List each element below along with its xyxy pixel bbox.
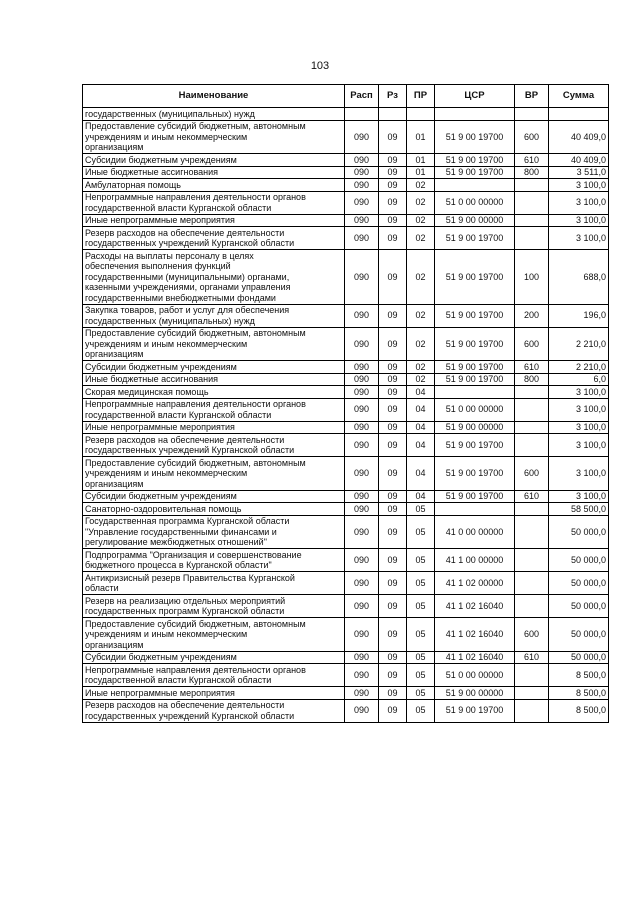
cell-sum: 3 100,0: [549, 179, 609, 192]
table-row: [83, 386, 609, 399]
cell-sum: 3 100,0: [549, 421, 609, 434]
cell-csr: 41 1 00 00000: [435, 549, 515, 572]
cell-rasp: 090: [345, 699, 379, 722]
table-row: [83, 664, 609, 687]
cell-pr: 04: [407, 386, 435, 399]
cell-csr: 51 9 00 19700: [435, 699, 515, 722]
cell-rz: 09: [379, 549, 407, 572]
table-row: [83, 687, 609, 700]
cell-vr: [515, 214, 549, 227]
cell-sum: 50 000,0: [549, 618, 609, 652]
cell-name: Резерв расходов на обеспечение деятельности государственных учреждений Курганской области: [83, 434, 345, 457]
cell-name: Иные бюджетные ассигнования: [83, 373, 345, 386]
cell-rasp: 090: [345, 373, 379, 386]
cell-vr: [515, 515, 549, 549]
table-row: [83, 503, 609, 516]
table-row: [83, 572, 609, 595]
cell-pr: 01: [407, 166, 435, 179]
cell-name: Расходы на выплаты персоналу в целях обеспечения выполнения функций государственными (муниципальными) органами, казенными учреждениями, органами управления государственными внебюджетными фондами: [83, 250, 345, 305]
cell-rasp: [345, 108, 379, 121]
cell-sum: 58 500,0: [549, 503, 609, 516]
cell-name: Антикризисный резерв Правительства Курганской области: [83, 572, 345, 595]
cell-rz: 09: [379, 651, 407, 664]
cell-name: Непрограммные направления деятельности органов государственной власти Курганской области: [83, 191, 345, 214]
cell-rasp: 090: [345, 214, 379, 227]
cell-rasp: 090: [345, 227, 379, 250]
cell-rz: 09: [379, 120, 407, 154]
cell-vr: [515, 227, 549, 250]
cell-rz: 09: [379, 687, 407, 700]
cell-rz: 09: [379, 227, 407, 250]
header-rasp: Расп: [345, 85, 379, 108]
cell-pr: 05: [407, 549, 435, 572]
cell-sum: 688,0: [549, 250, 609, 305]
cell-sum: 3 511,0: [549, 166, 609, 179]
cell-vr: 800: [515, 166, 549, 179]
cell-name: Государственная программа Курганской области "Управление государственными финансами и регулирование межбюджетных отношений": [83, 515, 345, 549]
cell-vr: 610: [515, 490, 549, 503]
cell-pr: 04: [407, 398, 435, 421]
table-row: [83, 515, 609, 549]
cell-csr: 51 0 00 00000: [435, 664, 515, 687]
header-rz: Рз: [379, 85, 407, 108]
table-row: [83, 166, 609, 179]
cell-name: Подпрограмма "Организация и совершенствование бюджетного процесса в Курганской области": [83, 549, 345, 572]
cell-pr: 02: [407, 191, 435, 214]
header-vr: ВР: [515, 85, 549, 108]
cell-rasp: 090: [345, 191, 379, 214]
cell-vr: 610: [515, 361, 549, 374]
cell-pr: 02: [407, 327, 435, 361]
cell-vr: [515, 179, 549, 192]
table-row: [83, 595, 609, 618]
cell-rz: 09: [379, 699, 407, 722]
cell-name: Иные непрограммные мероприятия: [83, 214, 345, 227]
cell-pr: 01: [407, 154, 435, 167]
cell-vr: [515, 699, 549, 722]
cell-vr: 100: [515, 250, 549, 305]
cell-sum: 50 000,0: [549, 572, 609, 595]
cell-sum: 50 000,0: [549, 595, 609, 618]
table-row: [83, 490, 609, 503]
cell-rasp: 090: [345, 304, 379, 327]
cell-rasp: 090: [345, 434, 379, 457]
table-body: [83, 108, 609, 723]
cell-name: Субсидии бюджетным учреждениям: [83, 490, 345, 503]
cell-sum: 3 100,0: [549, 386, 609, 399]
table-row: [83, 214, 609, 227]
table-row: [83, 457, 609, 491]
cell-name: Резерв на реализацию отдельных мероприятий государственных программ Курганской области: [83, 595, 345, 618]
table-row: [83, 327, 609, 361]
cell-pr: 02: [407, 179, 435, 192]
cell-name: государственных (муниципальных) нужд: [83, 108, 345, 121]
cell-rz: 09: [379, 421, 407, 434]
cell-rz: 09: [379, 361, 407, 374]
cell-name: Субсидии бюджетным учреждениям: [83, 154, 345, 167]
cell-rz: 09: [379, 515, 407, 549]
cell-rasp: 090: [345, 651, 379, 664]
cell-vr: [515, 386, 549, 399]
cell-sum: 2 210,0: [549, 361, 609, 374]
cell-csr: 51 9 00 19700: [435, 434, 515, 457]
cell-pr: 02: [407, 304, 435, 327]
cell-csr: 41 1 02 16040: [435, 595, 515, 618]
cell-pr: 04: [407, 434, 435, 457]
cell-vr: [515, 549, 549, 572]
cell-csr: [435, 108, 515, 121]
cell-name: Непрограммные направления деятельности органов государственной власти Курганской области: [83, 664, 345, 687]
table-row: [83, 154, 609, 167]
cell-csr: [435, 503, 515, 516]
table-row: [83, 361, 609, 374]
cell-vr: [515, 398, 549, 421]
cell-rz: 09: [379, 304, 407, 327]
cell-name: Иные непрограммные мероприятия: [83, 687, 345, 700]
cell-pr: 05: [407, 687, 435, 700]
cell-csr: 41 1 02 16040: [435, 618, 515, 652]
cell-csr: 51 9 00 19700: [435, 327, 515, 361]
table-row: [83, 618, 609, 652]
cell-csr: 51 9 00 19700: [435, 361, 515, 374]
cell-rz: 09: [379, 327, 407, 361]
cell-pr: 04: [407, 457, 435, 491]
cell-name: Непрограммные направления деятельности органов государственной власти Курганской области: [83, 398, 345, 421]
cell-vr: [515, 191, 549, 214]
cell-pr: 02: [407, 214, 435, 227]
cell-sum: 50 000,0: [549, 549, 609, 572]
cell-vr: [515, 434, 549, 457]
cell-name: Амбулаторная помощь: [83, 179, 345, 192]
cell-rz: 09: [379, 664, 407, 687]
cell-pr: 05: [407, 595, 435, 618]
cell-csr: 51 9 00 00000: [435, 421, 515, 434]
cell-pr: 05: [407, 515, 435, 549]
cell-name: Иные бюджетные ассигнования: [83, 166, 345, 179]
cell-pr: 05: [407, 651, 435, 664]
header-sum: Сумма: [549, 85, 609, 108]
cell-rasp: 090: [345, 503, 379, 516]
cell-vr: 200: [515, 304, 549, 327]
cell-rz: 09: [379, 618, 407, 652]
cell-pr: 05: [407, 699, 435, 722]
cell-csr: 51 9 00 19700: [435, 154, 515, 167]
cell-rasp: 090: [345, 154, 379, 167]
cell-pr: 04: [407, 421, 435, 434]
cell-rasp: 090: [345, 421, 379, 434]
cell-name: Предоставление субсидий бюджетным, автономным учреждениям и иным некоммерческим организациям: [83, 618, 345, 652]
cell-pr: 02: [407, 373, 435, 386]
cell-pr: 05: [407, 618, 435, 652]
cell-rasp: 090: [345, 250, 379, 305]
cell-csr: 51 9 00 19700: [435, 120, 515, 154]
cell-pr: 02: [407, 227, 435, 250]
cell-pr: 05: [407, 503, 435, 516]
header-name: Наименование: [83, 85, 345, 108]
cell-vr: [515, 503, 549, 516]
cell-rasp: 090: [345, 361, 379, 374]
table-row: [83, 549, 609, 572]
cell-rz: [379, 108, 407, 121]
cell-rz: 09: [379, 595, 407, 618]
cell-rasp: 090: [345, 515, 379, 549]
table-row: [83, 434, 609, 457]
cell-rasp: 090: [345, 327, 379, 361]
table-row: [83, 179, 609, 192]
cell-vr: [515, 664, 549, 687]
cell-name: Резерв расходов на обеспечение деятельности государственных учреждений Курганской области: [83, 227, 345, 250]
cell-vr: [515, 572, 549, 595]
cell-rasp: 090: [345, 386, 379, 399]
cell-sum: 3 100,0: [549, 191, 609, 214]
cell-sum: 196,0: [549, 304, 609, 327]
cell-csr: 51 9 00 19700: [435, 166, 515, 179]
cell-sum: 8 500,0: [549, 699, 609, 722]
table-row: [83, 398, 609, 421]
cell-rz: 09: [379, 398, 407, 421]
cell-vr: 600: [515, 120, 549, 154]
header-row: [83, 85, 609, 108]
cell-rasp: 090: [345, 490, 379, 503]
cell-name: Предоставление субсидий бюджетным, автономным учреждениям и иным некоммерческим организациям: [83, 327, 345, 361]
cell-name: Закупка товаров, работ и услуг для обеспечения государственных (муниципальных) нужд: [83, 304, 345, 327]
cell-vr: 600: [515, 327, 549, 361]
cell-rz: 09: [379, 191, 407, 214]
cell-pr: 02: [407, 361, 435, 374]
cell-rz: 09: [379, 503, 407, 516]
cell-name: Предоставление субсидий бюджетным, автономным учреждениям и иным некоммерческим организациям: [83, 120, 345, 154]
cell-vr: 600: [515, 618, 549, 652]
cell-name: Предоставление субсидий бюджетным, автономным учреждениям и иным некоммерческим организациям: [83, 457, 345, 491]
cell-rz: 09: [379, 250, 407, 305]
cell-csr: 41 1 02 00000: [435, 572, 515, 595]
cell-csr: 51 9 00 19700: [435, 250, 515, 305]
cell-rz: 09: [379, 434, 407, 457]
cell-rasp: 090: [345, 120, 379, 154]
cell-csr: [435, 386, 515, 399]
cell-rasp: 090: [345, 179, 379, 192]
cell-rasp: 090: [345, 457, 379, 491]
cell-rasp: 090: [345, 549, 379, 572]
header-csr: ЦСР: [435, 85, 515, 108]
cell-sum: 3 100,0: [549, 434, 609, 457]
cell-rasp: 090: [345, 618, 379, 652]
cell-sum: 40 409,0: [549, 120, 609, 154]
cell-sum: 50 000,0: [549, 515, 609, 549]
cell-rz: 09: [379, 154, 407, 167]
cell-pr: 05: [407, 572, 435, 595]
table-row: [83, 227, 609, 250]
cell-rasp: 090: [345, 398, 379, 421]
cell-csr: 51 9 00 19700: [435, 373, 515, 386]
table-row: [83, 421, 609, 434]
page-number: 103: [310, 60, 330, 72]
cell-vr: 610: [515, 651, 549, 664]
cell-csr: 51 0 00 00000: [435, 191, 515, 214]
cell-csr: 51 9 00 00000: [435, 687, 515, 700]
cell-sum: 3 100,0: [549, 457, 609, 491]
table-row: [83, 250, 609, 305]
cell-name: Иные непрограммные мероприятия: [83, 421, 345, 434]
cell-vr: [515, 108, 549, 121]
cell-rz: 09: [379, 166, 407, 179]
cell-csr: 51 0 00 00000: [435, 398, 515, 421]
cell-rasp: 090: [345, 166, 379, 179]
table-row: [83, 373, 609, 386]
cell-vr: 800: [515, 373, 549, 386]
cell-sum: 8 500,0: [549, 664, 609, 687]
cell-sum: [549, 108, 609, 121]
cell-rasp: 090: [345, 687, 379, 700]
table-row: [83, 651, 609, 664]
cell-rz: 09: [379, 214, 407, 227]
cell-rasp: 090: [345, 572, 379, 595]
cell-name: Субсидии бюджетным учреждениям: [83, 651, 345, 664]
cell-vr: [515, 421, 549, 434]
table-row: [83, 304, 609, 327]
cell-pr: 04: [407, 490, 435, 503]
table-row: [83, 108, 609, 121]
cell-rz: 09: [379, 457, 407, 491]
cell-sum: 2 210,0: [549, 327, 609, 361]
cell-vr: [515, 595, 549, 618]
cell-vr: [515, 687, 549, 700]
budget-table: [82, 84, 609, 723]
cell-sum: 3 100,0: [549, 214, 609, 227]
cell-pr: 01: [407, 120, 435, 154]
cell-pr: 05: [407, 664, 435, 687]
cell-csr: 51 9 00 19700: [435, 490, 515, 503]
cell-csr: 51 9 00 00000: [435, 214, 515, 227]
cell-sum: 3 100,0: [549, 227, 609, 250]
cell-sum: 40 409,0: [549, 154, 609, 167]
cell-csr: [435, 179, 515, 192]
cell-pr: [407, 108, 435, 121]
cell-csr: 51 9 00 19700: [435, 457, 515, 491]
cell-csr: 51 9 00 19700: [435, 304, 515, 327]
table-row: [83, 699, 609, 722]
cell-name: Санаторно-оздоровительная помощь: [83, 503, 345, 516]
cell-csr: 41 0 00 00000: [435, 515, 515, 549]
cell-sum: 3 100,0: [549, 398, 609, 421]
table-header: [83, 85, 609, 108]
header-pr: ПР: [407, 85, 435, 108]
cell-name: Резерв расходов на обеспечение деятельности государственных учреждений Курганской области: [83, 699, 345, 722]
cell-csr: 51 9 00 19700: [435, 227, 515, 250]
cell-rz: 09: [379, 179, 407, 192]
cell-name: Скорая медицинская помощь: [83, 386, 345, 399]
cell-rz: 09: [379, 572, 407, 595]
cell-rasp: 090: [345, 595, 379, 618]
cell-vr: 600: [515, 457, 549, 491]
cell-vr: 610: [515, 154, 549, 167]
cell-csr: 41 1 02 16040: [435, 651, 515, 664]
cell-rz: 09: [379, 386, 407, 399]
cell-rz: 09: [379, 490, 407, 503]
cell-rasp: 090: [345, 664, 379, 687]
cell-name: Субсидии бюджетным учреждениям: [83, 361, 345, 374]
cell-rz: 09: [379, 373, 407, 386]
table-row: [83, 191, 609, 214]
cell-sum: 8 500,0: [549, 687, 609, 700]
table-row: [83, 120, 609, 154]
cell-sum: 50 000,0: [549, 651, 609, 664]
cell-pr: 02: [407, 250, 435, 305]
cell-sum: 3 100,0: [549, 490, 609, 503]
cell-sum: 6,0: [549, 373, 609, 386]
